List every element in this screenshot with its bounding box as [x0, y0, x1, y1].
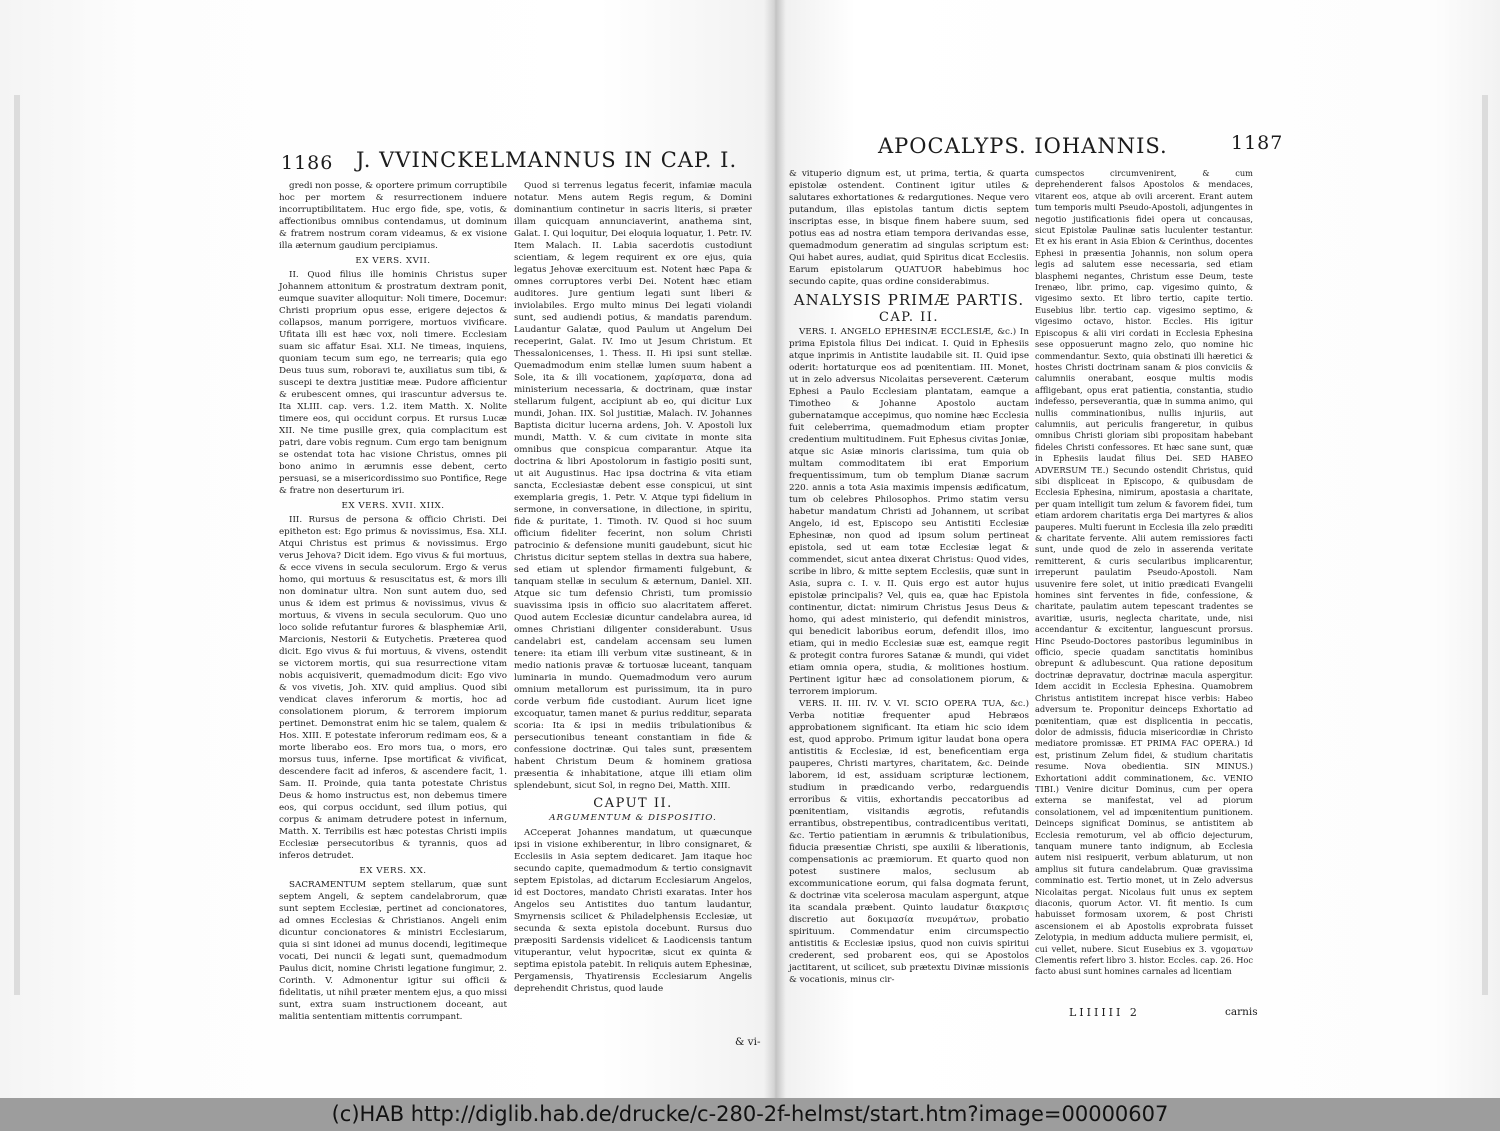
chapter-heading: CAP. II.: [878, 310, 940, 325]
chapter-heading: CAPUT II.: [593, 796, 673, 811]
running-title: APOCALYPS. IOHANNIS.: [878, 134, 1168, 158]
paragraph: Quod si terrenus legatus fecerit, infamiæ macula notatur. Mens autem Regis regum, & Domini dominantium continetur in sacris literis, si præter illam quicquam annunciaverint, anathema sint, Galat. I. Qui loquitur, Dei eloquia loquatur, 1. Petr. IV. Item Malach. II. Labia sacerdotis custodiunt scientiam, & legem requirent ex ore ejus, quia legatus Jehovæ exercituum est. Notent hæc Papa & omnes corruptores verbi Dei. Notent hæc etiam auditores. Jure gentium legati sunt liberi & inviolabiles. Ergo multo minus Dei legati violandi sunt, sed audiendi potius, & mandatis parendum. Laudantur Galatæ, quod Paulum ut Angelum Dei receperint, Galat. IV. Imo ut Jesum Christum. Et Thessalonicenses, 1. Thess. II. Hi ipsi sunt stellæ. Quemadmodum enim stellæ lumen suum habent a Sole, ita & illi vocationem, χαρίσματα, dona ad ministerium necessaria, & doctrinam, quæ instar stellarum fulgent, accipiunt ab eo, qui dicitur Lux mundi, Johan. IIX. Sol justitiæ, Malach. IV. Johannes Baptista dicitur lucerna ardens, Joh. V. Apostoli lux mundi, Matth. V. & cum civitate in monte sita omnibus que conspicua comparantur. Atque ita doctrina & libri Apostolorum in fastigio positi sunt, ut ait Augustinus. Hac ipsa doctrina & vita etiam sancta, Ecclesiastæ debent esse conspicui, ut sint exemplaria gregis, 1. Petr. V. Atque typi fidelium in sermone, in conversatione, in dilectione, in spiritu, fide & puritate, 1. Timoth. IV. Quod si hoc suum officium fideliter fecerint, non solum Christi patrocinio & defensione muniti gaudebunt, sicut hic Christus dicitur septem stellas in dextra sua habere, sed etiam ut splendor firmamenti fulgebunt, & tanquam stellæ in seculum & æternum, Daniel. XII. Atque sic tum defensio Christi, tum promissio suavissima ipsis in officio suo alacritatem afferet. Quod autem Ecclesiæ dicuntur candelabra aurea, id omnes Christiani diligenter considerabunt. Usus candelabri est, candelam accensam seu lumen tenere: ita etiam illi verbum vitæ sustineant, & in medio nationis pravæ & tortuosæ luceant, tanquam luminaria in mundo. Quemadmodum vero aurum omnium metallorum est purissimum, ita in puro corde verbum fide custodiant. Aurum licet igne excoquatur, tamen manet & purius redditur, separata scoria: Ita & ipsi in mediis tribulationibus & persecutionibus teneant constantiam in fide & confessione doctrinæ. Qui tales sunt, præsentem habent Christum Deum & hominem gratiosa præsentia & inhabitatione, atque illi etiam olim splendebunt, sicut Sol, in regno Dei, Matth. XIII.: [514, 181, 752, 791]
left-column-2: [514, 180, 752, 995]
section-heading: EX VERS. XVII.: [355, 256, 431, 266]
right-column-2: [1035, 168, 1253, 978]
paragraph: VERS. II. III. IV. V. VI. SCIO OPERA TUA, &c.) Verba notitiæ frequenter apud Hebræos approbationem significant. Ita etiam hic scio idem est, quod approbo. Primum igitur laudat bona opera antistitis & Ecclesiæ, id est, beneficentiam erga pauperes, Christi martyres, charitatem, &c. Deinde laborem, id est, assiduam scripturæ lectionem, studium in prædicando verbo, redarguendis erroribus & vitiis, exhortandis peccatoribus ad pœnitentiam, visitandis ægrotis, refutandis errantibus, obstrepentibus, contradicentibus veritati, &c. Tertio patientiam in ærumnis & tribulationibus, fiducia præsentiæ Christi, spe auxilii & liberationis, compensationis ac præmiorum. Et quarto quod non potest sustinere malos, seclusum ab excommunicatione eorum, qui falsa dogmata ferunt, & doctrinæ vita scelerosa maculam aspergunt, atque ita scandala præbent. Quinto laudatur διακρισις discretio aut δοκιμασία πνευμάτων, probatio spirituum. Commendatur enim circumspectio antistitis & Ecclesiæ ipsius, quod non cuivis spiritui crederent, sed probarent eos, qui se Apostolos jactitarent, ut scilicet, sub prætextu Divinæ missionis & vocationis, minus cir-: [789, 699, 1029, 985]
paragraph: II. Quod filius ille hominis Christus super Johannem attonitum & prostratum dextram ponit, eumque suaviter alloquitur: Noli timere, Docemur: Christi proprium opus esse, erigere dejectos & collapsos, manum porrigere, mortuos vivificare. Ufitata illi est hæc vox, noli timere. Ecclesiam suam sic affatur Esai. XLI. Ne timeas, inquiens, quoniam tecum sum ego, ne terrearis; quia ego Deus tuus sum, roboravi te, auxiliatus sum tibi, & suscepi te dextra justitiæ meæ. Pudore afficientur & erubescent omnes, qui irascuntur adversus te. Ita XLIII. cap. vers. 1.2. item Matth. X. Nolite timere eos, qui occidunt corpus. Et rursus Lucæ XII. Ne time pusille grex, quia complacitum est patri, dare vobis regnum. Cum ergo tam benignum se ostendat tota hac visione Christus, omnes pii bono animo in ærumnis esse debent, certo persuasi, se a misericordissimo suo Pontifice, Rege & fratre non deserturum iri.: [279, 270, 507, 496]
catchword: carnis: [1225, 1006, 1258, 1018]
paragraph: SACRAMENTUM septem stellarum, quæ sunt septem Angeli, & septem candelabrorum, quæ sunt septem Ecclesiæ, pertinet ad concionatores, ad omnes Ecclesias & Christianos. Angeli enim dicuntur concionatores & ministri Ecclesiarum, quia si sint idonei ad munus docendi, legitimeque vocati, Dei nuncii & legati sunt, quemadmodum Paulus dicit, nomine Christi legatione fungimur, 2. Corinth. V. Admonentur igitur sui officii & fidelitatis, ut nihil præter mentem ejus, a quo missi sunt, extra suam instructionem doceant, aut malitia sententiam mittentis corrumpant.: [279, 880, 507, 1022]
page-number: 1187: [1231, 132, 1284, 154]
left-column-1: [279, 180, 507, 1023]
page-number: 1186: [281, 152, 334, 174]
part-heading: ANALYSIS PRIMÆ PARTIS.: [793, 291, 1025, 309]
paragraph: VERS. I. ANGELO EPHESINÆ ECCLESIÆ, &c.) In prima Epistola filius Dei indicat. I. Quid in Ephesiis atque inprimis in Antistite laudabile sit. II. Quid ipse oderit: hortaturque eos ad pœnitentiam. III. Monet, ut in zelo adversus Nicolaitas perseverent. Cæterum Ephesi a Paulo Ecclesiam plantatam, eamque a Timotheo & Johanne Apostolo auctam gubernatamque accepimus, quo nomine hæc Ecclesia fuit celeberrima, quemadmodum etiam propter credentium multitudinem. Fuit Ephesus civitas Joniæ, atque sic Asiæ minoris clarissima, tum quia ob multam commoditatem ibi erat Emporium frequentissimum, tum ob templum Dianæ sacrum 220. annis a tota Asia maximis impensis ædificatum, tum ob celebres Philosophos. Primo statim versu habetur mandatum Christi ad Johannem, ut scribat Angelo, id est, Episcopo seu Antistiti Ecclesiæ Ephesinæ, non quod ad ipsum solum pertineat epistola, sed ut eam totæ Ecclesiæ legat & commendet, sicut antea dixerat Christus: Quod vides, scribe in libro, & mitte septem Ecclesiis, quæ sunt in Asia, supra c. I. v. II. Quis ergo est autor hujus epistolæ principalis? Vel, quis ea, quæ hac Epistola continentur, dictat: nimirum Christus Jesus Deus & homo, qui adest ministerio, qui defendit ministros, qui benedicit laboribus eorum, defendit illos, imo etiam, qui in medio Ecclesiæ suæ est, eamque regit & protegit contra furores Satanæ & mundi, qui videt etiam omnia opera, studia, & molitiones hostium. Pertinent igitur hæc ad consolationem piorum, & terrorem impiorum.: [789, 327, 1029, 697]
paragraph: cumspectos circumvenirent, & cum deprehenderent falsos Apostolos & mendaces, vitarent eos, atque ab ovili arcerent. Erant autem tum temporis multi Pseudo-Apostoli, adjungentes in negotio justificationis fidei opera ut concausas, sicut Epistolæ Paulinæ satis luculenter testantur. Et ex his erant in Asia Ebion & Cerinthus, docentes Ephesi in præsentia Johannis, non solum opera legis ad salutem esse necessaria, sed etiam blasphemi negantes, Christum esse Deum, teste Irenæo, libr. primo, cap. vigesimo quinto, & vigesimo sexto. Et libro tertio, capite tertio. Eusebius libr. tertio cap. vigesimo septimo, & vigesimo octavo, histor. Eccles. His igitur Episcopus & alii viri cordati in Ecclesia Ephesina sese opposuerunt magno zelo, quo nomine hic commendantur. Sexto, quia obstinati illi hæretici & hostes Christi doctrinam sanam & pios conviciis & calumniis onerabant, eosque multis modis affligebant, opus erat patientia, constantia, studio indefesso, perseverantia, quæ in summa animo, qui nullis comminationibus, nullis injuriis, aut calumniis, aut periculis frangeretur, in quibus omnibus Christi gloriam sibi propositam habebant fideles Christi confessores. Et hæc sane sunt, quæ in Ephesiis laudat filius Dei. SED HABEO ADVERSUM TE.) Secundo ostendit Christus, quid sibi displiceat in Episcopo, & quibusdam de Ecclesia Ephesina, nimirum, apostasia a charitate, per quam intelligit tum zelum & favorem fidei, tum etiam ardorem charitatis erga Dei martyres & alios pauperes. Multi fuerunt in Ecclesia illa zelo præditi & charitate fervente. Alii autem remissiores facti sunt, unde quod de zelo in asserenda veritate remitterent, & curis secularibus implicarentur, irreperunt paulatim Pseudo-Apostoli. Nam usuvenire fere solet, ut initio prædicati Evangelii homines sint ferventes in fide, confessione, & charitate, paulatim autem tepescant tradentes se avaritiæ, usuris, neglecta charitate, unde, nisi accendantur & excitentur, languescunt prorsus. Hinc Pseudo-Doctores pastoribus leguminibus in officio, specie quadam sanctitatis hominibus obrepunt & adlubescunt. Qua ratione depositum doctrinæ depravatur, doctrinæ macula aspergitur. Idem accidit in Ecclesia Ephesina. Quamobrem Christus antistitem increpat hisce verbis: Habeo adversum te. Proponitur deinceps Exhortatio ad pœnitentiam, quæ est displicentia in peccatis, dolor de admissis, fiducia misericordiæ in Christo mediatore promissæ. ET PRIMA FAC OPERA.) Id est, pristinum Zelum fidei, & studium charitatis resume. Nova obedientia. SIN MINUS.) Exhortationi addit comminationem, &c. VENIO TIBI.) Venire dicitur Dominus, cum per opera externa se manifestat, vel ad piorum consolationem, vel ad impœnitentium punitionem. Deinceps significat Dominus, se antistitem ab Ecclesia remoturum, vel ab officio dejecturum, tanquam munere tanto indignum, ab Ecclesia autem nisi resipuerit, verbum ablaturum, ut non amplius sit futura candelabrum. Quæ gravissima comminatio est. Tertio monet, ut in Zelo adversus Nicolaitas pergat. Nicolaus fuit unus ex septem diaconis, quorum Actor. VI. fit mentio. Is cum habuisset formosam uxorem, & post Christi ascensionem ei ab Apostolis exprobrata fuisset Zelotypia, in medium adducta muliere permisit, ei, cui vellet, nubere. Sicut Eusebius ex 3. vgoματων Clementis refert libro 3. histor. Eccles. cap. 26. Hoc facto abusi sunt homines carnales ad licentiam: [1035, 168, 1253, 977]
running-title: J. VVINCKELMANNUS IN CAP. I.: [356, 148, 738, 172]
paragraph: ACceperat Johannes mandatum, ut quæcunque ipsi in visione exhiberentur, in libro consignaret, & Ecclesiis in Asia septem dedicaret. Jam itaque hoc secundo capite, quemadmodum & tertio consignavit septem Epistolas, ad dictarum Ecclesiarum Angelos, id est Doctores, mandato Christi exaratas. Inter hos Angelos seu Antistites duo tantum laudantur, Smyrnensis scilicet & Philadelphensis Ecclesiæ, ut secunda & sexta epistola docebunt. Rursus duo præpositi Sardensis videlicet & Laodicensis tantum vituperantur, velut hypocritæ, sicut ex quinta & septima epistola patebit. In reliquis autem Ephesinæ, Pergamensis, Thyatirensis Ecclesiarum Angelis deprehendit Christus, quod laude: [514, 828, 753, 994]
section-heading: EX VERS. XX.: [359, 866, 427, 876]
gutter-shadow: [764, 0, 786, 1098]
section-heading: EX VERS. XVII. XIIX.: [341, 501, 445, 511]
paragraph: gredi non posse, & oportere primum corruptibile hoc per mortem & resurrectionem induere incorruptibilitatem. Huc ergo fide, spe, votis, & affectionibus omnibus contendamus, ut dominum & fratrem nostrum coram videamus, & ex visione illa æternum gaudium percipiamus.: [279, 181, 507, 251]
paragraph: III. Rursus de persona & officio Christi. Dei epitheton est: Ego primus & novissimus, Esa. XLI. Atqui Christus est primus & novissimus. Ergo verus Jehova? Dicit idem. Ego vivus & fui mortuus, & ecce vivens in secula seculorum. Ergo & verus homo, qui mortuus & resuscitatus est, & mors illi non dominatur ultra. Non sunt autem duo, sed unus & idem est primus & novissimus, vivus & mortuus, & vivens in secula seculorum. Quo uno loco solide refutantur furores & blasphemiæ Arii, Marcionis, Nestorii & Eutychetis. Præterea quod dicit. Ego vivus & fui mortuus, & vivens, ostendit se victorem mortis, qui sua resurrectione vitam nobis acquisiverit, quemadmodum dicit: Ego vivo & vos vivetis, Joh. XIV. quid amplius. Quod sibi vendicat claves inferorum & mortis, hoc ad consolationem piorum, & terrorem impiorum pertinet. Demonstrat enim hic se talem, qualem & Hos. XIII. E potestate inferorum redimam eos, & a morte liberabo eos. Ero mors tua, o mors, ero morsus tuus, inferne. Ipse mortificat & vivificat, descendere facit ad inferos, & ascendere facit, 1. Sam. II. Proinde, quia tanta potestate Christus Deus & homo instructus est, non debemus timere eos, qui corpus occidunt, sed illum potius, qui corpus & animam detrudere potest in infernum, Matth. X. Terribilis est hæc potestas Christi impiis Ecclesiæ persecutoribus & tyrannis, quos ad inferos detrudet.: [279, 515, 507, 861]
catchword: & vi-: [735, 1036, 761, 1048]
signature-mark: LIIIIII 2: [1069, 1006, 1140, 1019]
page-edge: [1482, 95, 1488, 995]
right-column-1: [789, 168, 1029, 986]
provenance-footer: (c)HAB http://diglib.hab.de/drucke/c-280-2f-helmst/start.htm?image=00000607: [0, 1098, 1500, 1131]
right-page: [775, 0, 1500, 1098]
subtitle-heading: ARGUMENTUM & DISPOSITIO.: [549, 813, 717, 823]
page-edge: [14, 95, 20, 995]
paragraph: & vituperio dignum est, ut prima, tertia, & quarta epistolæ ostendent. Continent igitur utiles & salutares exhortationes & redargutiones. Neque vero putandum, illas epistolas tantum dictis septem inscriptas esse, in bisque finem habere suum, sed potius eas ad nostra etiam tempora derivandas esse, quemadmodum generatim ad singulas scriptum est: Qui habet aures, audiat, quid Spiritus dicat Ecclesiis. Earum epistolarum QUATUOR habebimus hoc secundo capite, quas ordine considerabimus.: [789, 169, 1029, 287]
